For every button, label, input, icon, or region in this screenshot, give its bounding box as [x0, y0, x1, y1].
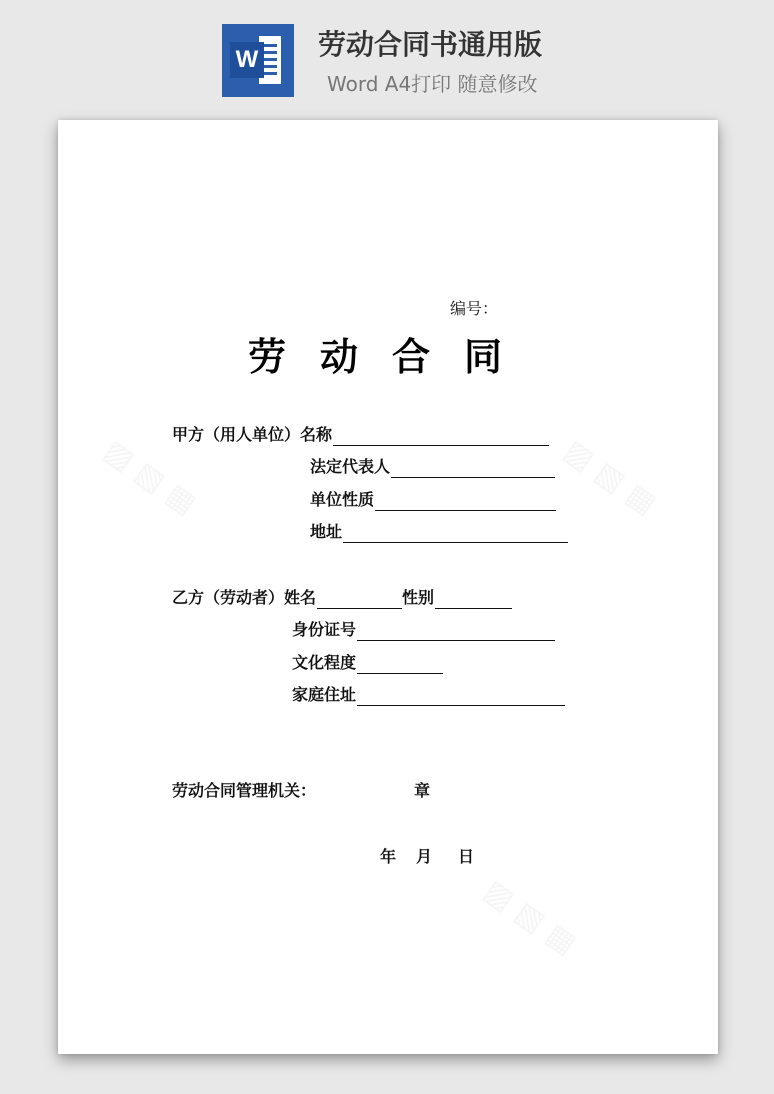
doc-number-label: 编号：	[450, 299, 499, 318]
date-month	[416, 846, 432, 868]
party-a-address-label: 地址	[310, 522, 343, 541]
party-b-name-line[interactable]	[317, 591, 402, 609]
seal-label: 章	[414, 781, 431, 800]
seal-field	[414, 780, 430, 802]
party-b-education-line[interactable]	[357, 656, 443, 674]
doc-title: 劳动合同	[248, 335, 537, 379]
party-b-home-line[interactable]	[357, 688, 565, 706]
party-b-gender-line[interactable]	[435, 591, 512, 609]
header	[0, 0, 774, 118]
party-a-nature-label: 单位性质	[310, 490, 375, 509]
party-a-nature-line[interactable]	[375, 493, 556, 511]
watermark: ▨ ▧ ▦	[97, 433, 203, 522]
party-b-name-field	[172, 587, 512, 609]
party-b-education-field	[292, 652, 443, 674]
date-day	[458, 846, 474, 868]
document-page	[58, 120, 718, 1054]
party-b-home-field	[292, 684, 565, 706]
header-subtitle: Word A4打印 随意修改	[327, 72, 538, 96]
party-b-id-field	[292, 619, 555, 641]
party-a-rep-label: 法定代表人	[310, 457, 391, 476]
party-a-rep-line[interactable]	[391, 460, 555, 478]
header-title: 劳动合同书通用版	[318, 28, 543, 61]
party-a-address-field	[310, 521, 568, 543]
date-month-label: 月	[416, 847, 433, 866]
word-document-icon	[222, 24, 294, 97]
date-year-label: 年	[380, 847, 397, 866]
party-b-name-label: 乙方（劳动者）姓名	[172, 588, 317, 607]
party-a-address-line[interactable]	[343, 525, 568, 543]
party-b-id-line[interactable]	[357, 623, 555, 641]
party-a-name-field	[172, 424, 549, 446]
authority-label: 劳动合同管理机关：	[172, 781, 317, 800]
authority-field	[172, 780, 316, 802]
party-a-name-line[interactable]	[333, 428, 549, 446]
party-b-id-label: 身份证号	[292, 620, 357, 639]
watermark: ▨ ▧ ▦	[477, 873, 583, 962]
party-b-education-label: 文化程度	[292, 653, 357, 672]
watermark: ▨ ▧ ▦	[557, 433, 663, 522]
date-day-label: 日	[458, 847, 475, 866]
party-b-home-label: 家庭住址	[292, 685, 357, 704]
party-a-nature-field	[310, 489, 556, 511]
word-letter: W	[230, 42, 264, 78]
party-a-name-label: 甲方（用人单位）名称	[172, 425, 333, 444]
party-b-gender-label: 性别	[402, 588, 435, 607]
party-a-rep-field	[310, 456, 555, 478]
date-year	[380, 846, 396, 868]
